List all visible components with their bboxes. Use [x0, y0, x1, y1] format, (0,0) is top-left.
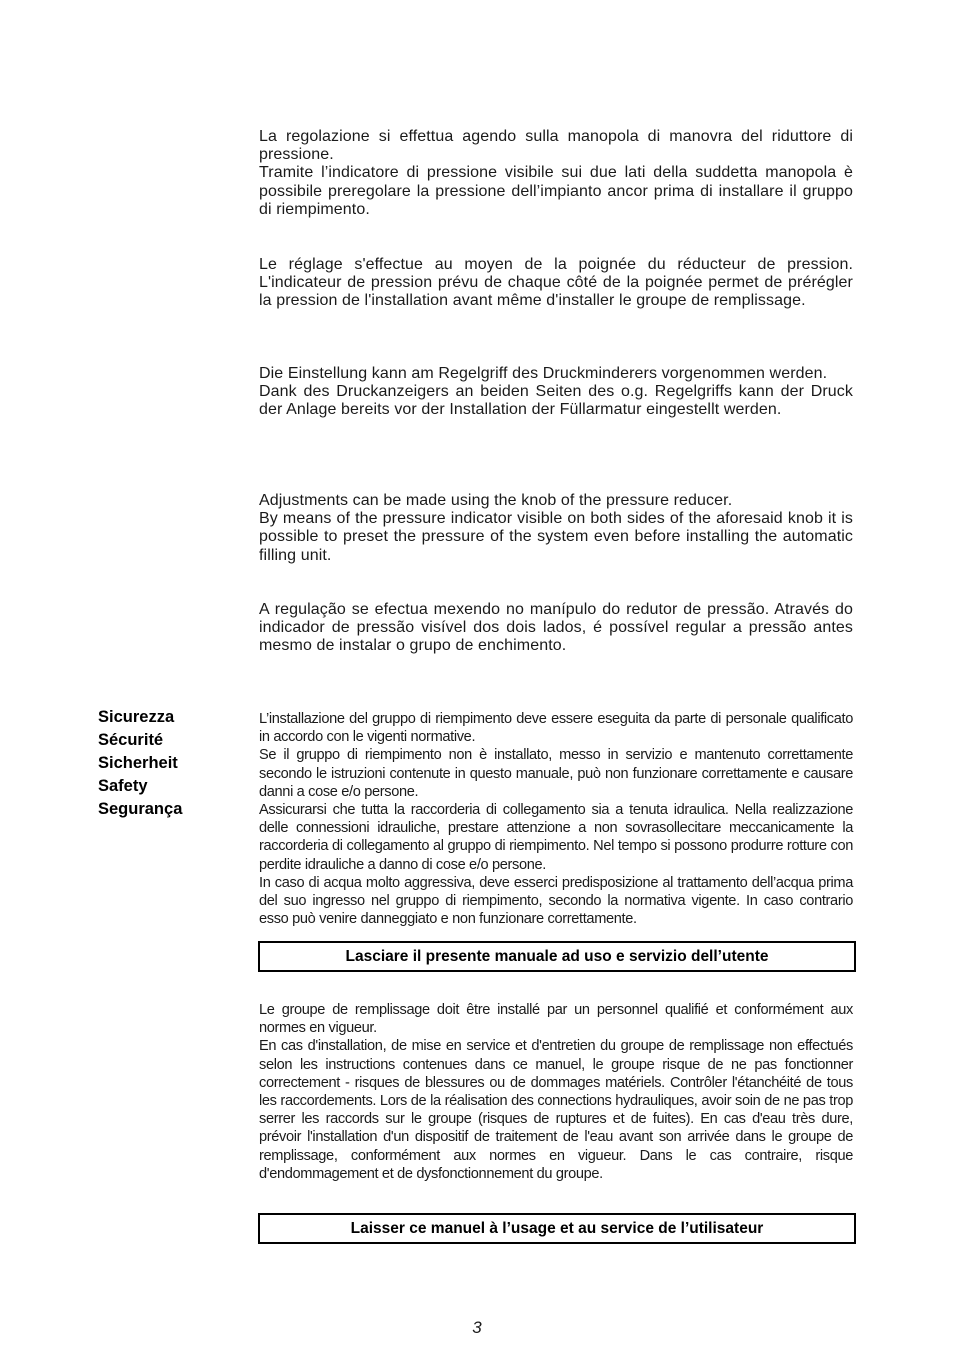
- safety-headings: [98, 706, 182, 821]
- text-line: La regolazione si effettua agendo sulla manopola di manovra del riduttore di pressione.: [259, 128, 853, 164]
- section-fr: [259, 256, 853, 311]
- page-number: 3: [472, 1318, 482, 1337]
- text-line: By means of the pressure indicator visible on both sides of the aforesaid knob it is possible to preset the pressure of the system even before installing the automatic filling unit.: [259, 510, 853, 564]
- paragraph-de: [259, 365, 853, 420]
- text-line: Dank des Druckanzeigers an beiden Seiten des o.g. Regelgriffs kann der Druck der Anlage bereits vor der Installation der Füllarmatur eingestellt werden.: [259, 383, 853, 419]
- paragraph-fr: [259, 256, 853, 311]
- heading-safety: Safety: [98, 777, 148, 795]
- notice-box-it: [258, 941, 856, 972]
- paragraph-safety-it: [259, 710, 853, 928]
- text-line: En cas d'installation, de mise en service et d'entretien du groupe de remplissage non effectués selon les instructions contenues dans ce manuel, le groupe risque de ne pas fonctionner correctement - risques de blessures ou de dommages matériels. Contrôler l'étanchéité de tous les raccordements. Lors de la réalisation des connections hydrauliques, avoir soin de ne pas trop serrer les raccords sur le groupe (risques de ruptures et de fuites). En cas d'eau très dure, prévoir l'installation d'un dispositif de traitement de l'eau avant son arrivée dans le groupe de remplissage, conformément aux normes en vigueur. Dans le cas contraire, risque d'endommagement et de dysfonctionnement du groupe.: [259, 1038, 853, 1182]
- text-line: Le réglage s'effectue au moyen de la poignée du réducteur de pression. L'indicateur de pression prévu de chaque côté de la poignée permet de prérégler la pression de l'installation avant même d'installer le groupe de remplissage.: [259, 256, 853, 310]
- heading-seguranca: Segurança: [98, 800, 183, 818]
- paragraph-en: [259, 492, 853, 565]
- paragraph-pt: [259, 601, 853, 656]
- safety-it: [259, 710, 853, 928]
- safety-fr: [259, 1001, 853, 1183]
- notice-text-fr: Laisser ce manuel à l’usage et au service de l’utilisateur: [350, 1220, 764, 1237]
- notice-box-fr: [258, 1213, 856, 1244]
- section-pt: [259, 601, 853, 656]
- section-it: [259, 128, 853, 219]
- text-line: In caso di acqua molto aggressiva, deve esserci predisposizione al trattamento dell’acqua prima del suo ingresso nel gruppo di riempimento, secondo la normativa vigente. In caso contrario esso può venire danneggiato e non funzionare correttamente.: [259, 874, 853, 928]
- section-de: [259, 365, 853, 420]
- text-line: Le groupe de remplissage doit être installé par un personnel qualifié et conformément aux normes en vigueur.: [259, 1002, 853, 1037]
- text-line: Adjustments can be made using the knob of the pressure reducer.: [259, 492, 733, 509]
- notice-text-it: Lasciare il presente manuale ad uso e servizio dell’utente: [345, 948, 769, 965]
- heading-securite: Sécurité: [98, 731, 164, 749]
- paragraph-it: [259, 128, 853, 219]
- text-line: L’installazione del gruppo di riempimento deve essere eseguita da parte di personale qualificato in accordo con le vigenti normative.: [259, 711, 853, 746]
- text-line: Die Einstellung kann am Regelgriff des Druckminderers vorgenommen werden.: [259, 365, 828, 382]
- text-line: A regulação se efectua mexendo no manípulo do redutor de pressão. Através do indicador de pressão visível dos dois lados, é possível regular a pressão antes mesmo de instalar o grupo de enchimento.: [259, 601, 853, 655]
- text-line: Tramite l’indicatore di pressione visibile sui due lati della suddetta manopola è possibile preregolare la pressione dell’impianto ancor prima di installare il gruppo di riempimento.: [259, 164, 853, 218]
- text-line: Se il gruppo di riempimento non è installato, messo in servizio e mantenuto correttamente secondo le istruzioni contenute in questo manuale, può non funzionare correttamente e causare danni a cose e/o persone.: [259, 747, 853, 800]
- paragraph-safety-fr: [259, 1001, 853, 1183]
- heading-sicherheit: Sicherheit: [98, 754, 178, 772]
- heading-sicurezza: Sicurezza: [98, 708, 175, 726]
- section-en: [259, 492, 853, 565]
- text-line: Assicurarsi che tutta la raccorderia di collegamento sia a tenuta idraulica. Nella realizzazione delle connessioni idrauliche, prestare attenzione a non sovrasollecitare meccanicamente la raccorderia di collegamento al gruppo di riempimento. Nel tempo si possono produrre rotture con perdite idrauliche a danno di cose e/o persone.: [259, 802, 853, 873]
